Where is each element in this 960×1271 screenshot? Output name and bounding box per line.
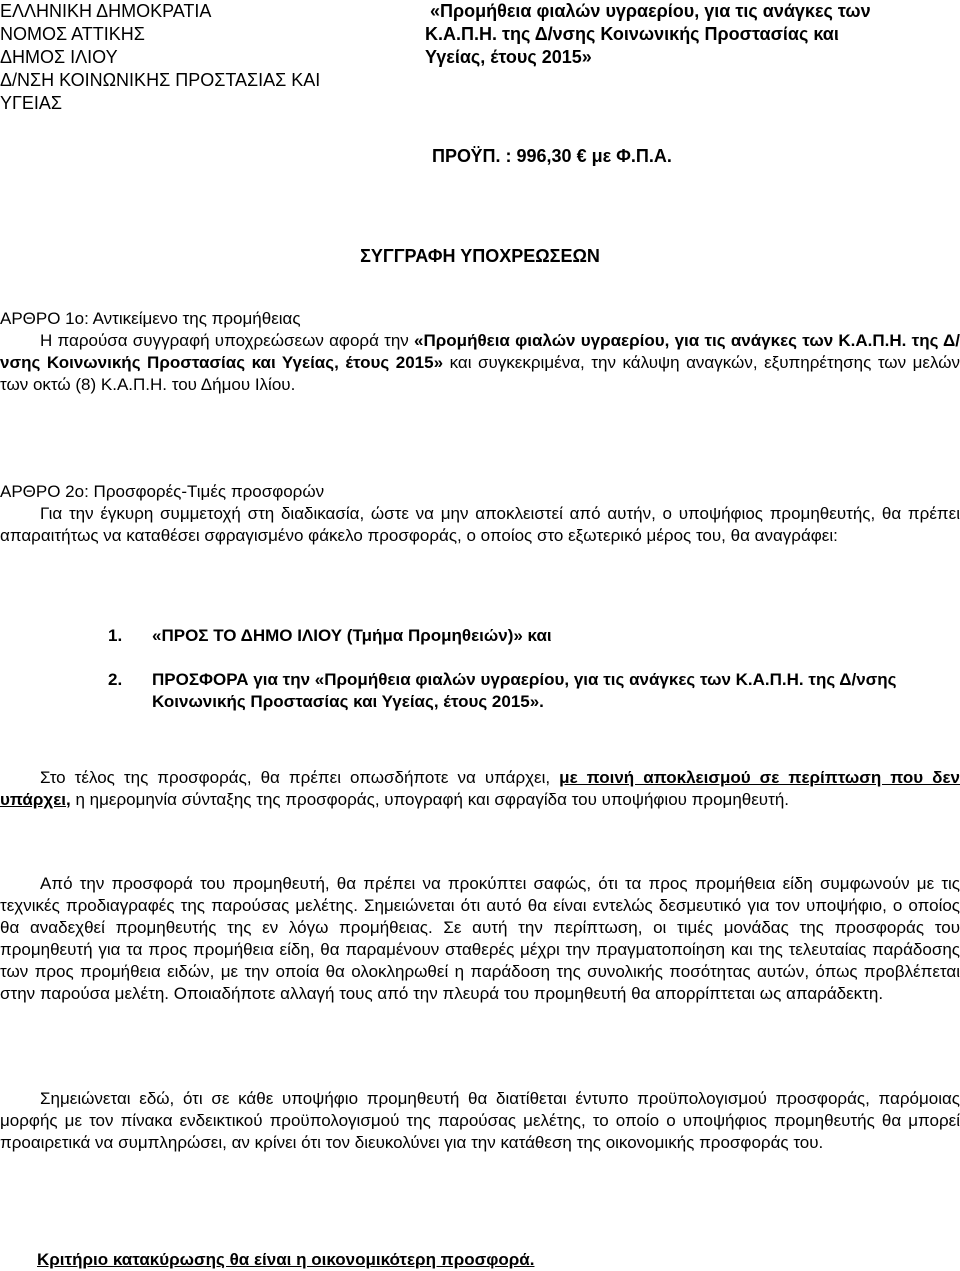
- article-1-subject: Αντικείμενο της προμήθειας: [88, 309, 301, 328]
- budget-form-paragraph: Σημειώνεται εδώ, ότι σε κάθε υποψήφιο προμηθευτή θα διατίθεται έντυπο προϋπολογισμού προσφοράς, παρόμοιας μορφής με τον πίνακα ενδεικτικού προϋπολογισμού της παρούσας μελέτης, το οποίο ο υποψήφιος προμηθευτής θα μπορεί προαιρετικά να συμπληρώσει, αν κρίνει ότι τον διευκολύνει για την κατάθεση της οικονομικής προσφοράς του.: [0, 1089, 960, 1152]
- header-line: Δ/ΝΣΗ ΚΟΙΝΩΝΙΚΗΣ ΠΡΟΣΤΑΣΙΑΣ ΚΑΙ: [0, 70, 321, 90]
- para3-text-c: η ημερομηνία σύνταξης της προσφοράς, υπογραφή και σφραγίδα του υποψήφιου προμηθευτή.: [70, 790, 790, 809]
- header-line: ΕΛΛΗΝΙΚΗ ΔΗΜΟΚΡΑΤΙΑ: [0, 1, 212, 21]
- list-item-text: «ΠΡΟΣ ΤΟ ΔΗΜΟ ΙΛΙΟΥ (Τμήμα Προμηθειών)» και: [152, 626, 552, 645]
- issuer-header: [0, 0, 420, 115]
- article-2-heading: [0, 481, 960, 503]
- header-line: ΝΟΜΟΣ ΑΤΤΙΚΗΣ: [0, 24, 145, 44]
- article-1-text-b: και συγκεκριμένα, την κάλυψη αναγκών, εξυπηρέτησης των μελών των οκτώ (8) Κ.Α.Π.Η. του Δήμου Ιλίου.: [0, 353, 960, 394]
- article-1-heading: [0, 308, 960, 330]
- article-1: [0, 308, 960, 396]
- para3-text-a: Στο τέλος της προσφοράς, θα πρέπει οπωσδήποτε να υπάρχει,: [40, 768, 560, 787]
- header-line: ΥΓΕΙΑΣ: [0, 93, 63, 113]
- list-item-text: ΠΡΟΣΦΟΡΑ για την «Προμήθεια φιαλών υγραερίου, για τις ανάγκες των Κ.Α.Π.Η. της Δ/νσης Κοινωνικής Προστασίας και Υγείας, έτους 2015».: [152, 670, 897, 711]
- project-title-header: [425, 0, 955, 69]
- article-1-text-a: Η παρούσα συγγραφή υποχρεώσεων αφορά την: [40, 331, 415, 350]
- article-2-label: ΑΡΘΡΟ 2ο:: [0, 482, 89, 501]
- article-2-text: Για την έγκυρη συμμετοχή στη διαδικασία, ώστε να μην αποκλειστεί από αυτήν, ο υποψήφιος προμηθευτής, θα πρέπει απαραιτήτως να καταθέσει σφραγισμένο φάκελο προσφοράς, ο οποίος στο εξωτερικό μέρος του, θα αναγράφει:: [0, 504, 960, 545]
- article-1-text-bold: «Προμήθεια φιαλών υγραερίου, για τις ανάγκες των Κ.Α.Π.Η. της Δ/νσης Κοινωνικής Προστασίας και Υγείας, έτους 2015»: [0, 331, 960, 372]
- document-title: ΣΥΓΓΡΑΦΗ ΥΠΟΧΡΕΩΣΕΩΝ: [360, 246, 600, 266]
- list-item-number: 2.: [108, 670, 123, 689]
- project-title-line: Υγείας, έτους 2015»: [425, 47, 592, 67]
- budget-line: ΠΡΟΫΠ. : 996,30 € με Φ.Π.Α.: [432, 146, 672, 166]
- article-1-text: [0, 330, 960, 396]
- project-title-line: «Προμήθεια φιαλών υγραερίου, για τις ανάγκες των: [430, 1, 871, 21]
- article-1-label: ΑΡΘΡΟ 1ο:: [0, 309, 89, 328]
- list-item: [108, 669, 958, 713]
- list-item: [108, 625, 958, 647]
- exclusion-warning: με ποινή αποκλεισμού σε περίπτωση που δεν υπάρχει,: [0, 768, 960, 809]
- header-line: ΔΗΜΟΣ ΙΛΙΟΥ: [0, 47, 118, 67]
- pricing-paragraph: Από την προσφορά του προμηθευτή, θα πρέπει να προκύπτει σαφώς, ότι τα προς προμήθεια είδη συμφωνούν με τις τεχνικές προδιαγραφές της παρούσας μελέτης. Σημειώνεται ότι αυτό θα είναι εντελώς δεσμευτικό για τον υποψήφιο, ο οποίος θα αναδεχθεί προμηθευτής της εν λόγω προμήθειας. Σε αυτή την περίπτωση, οι τιμές μονάδας της προσφοράς του προμηθευτή για τα προς προμήθεια είδη, θα παραμένουν σταθερές μέχρι την πραγματοποίηση και της τελευταίας παράδοσης των προς προμήθεια ειδών, με την οποία θα ολοκληρωθεί η παράδοση της συνολικής ποσότητας αυτών, όπως προβλέπεται στην παρούσα μελέτη. Οποιαδήποτε αλλαγή τους από την πλευρά του προμηθευτή θα απορρίπτεται ως απαράδεκτη.: [0, 874, 960, 1003]
- article-2-subject: Προσφορές-Τιμές προσφορών: [88, 482, 325, 501]
- list-item-number: 1.: [108, 626, 123, 645]
- award-criterion: Κριτήριο κατακύρωσης θα είναι η οικονομικότερη προσφορά.: [37, 1250, 535, 1269]
- signature-requirement-paragraph: [0, 767, 960, 811]
- article-2: [0, 481, 960, 547]
- project-title-line: Κ.Α.Π.Η. της Δ/νσης Κοινωνικής Προστασίας και: [425, 24, 839, 44]
